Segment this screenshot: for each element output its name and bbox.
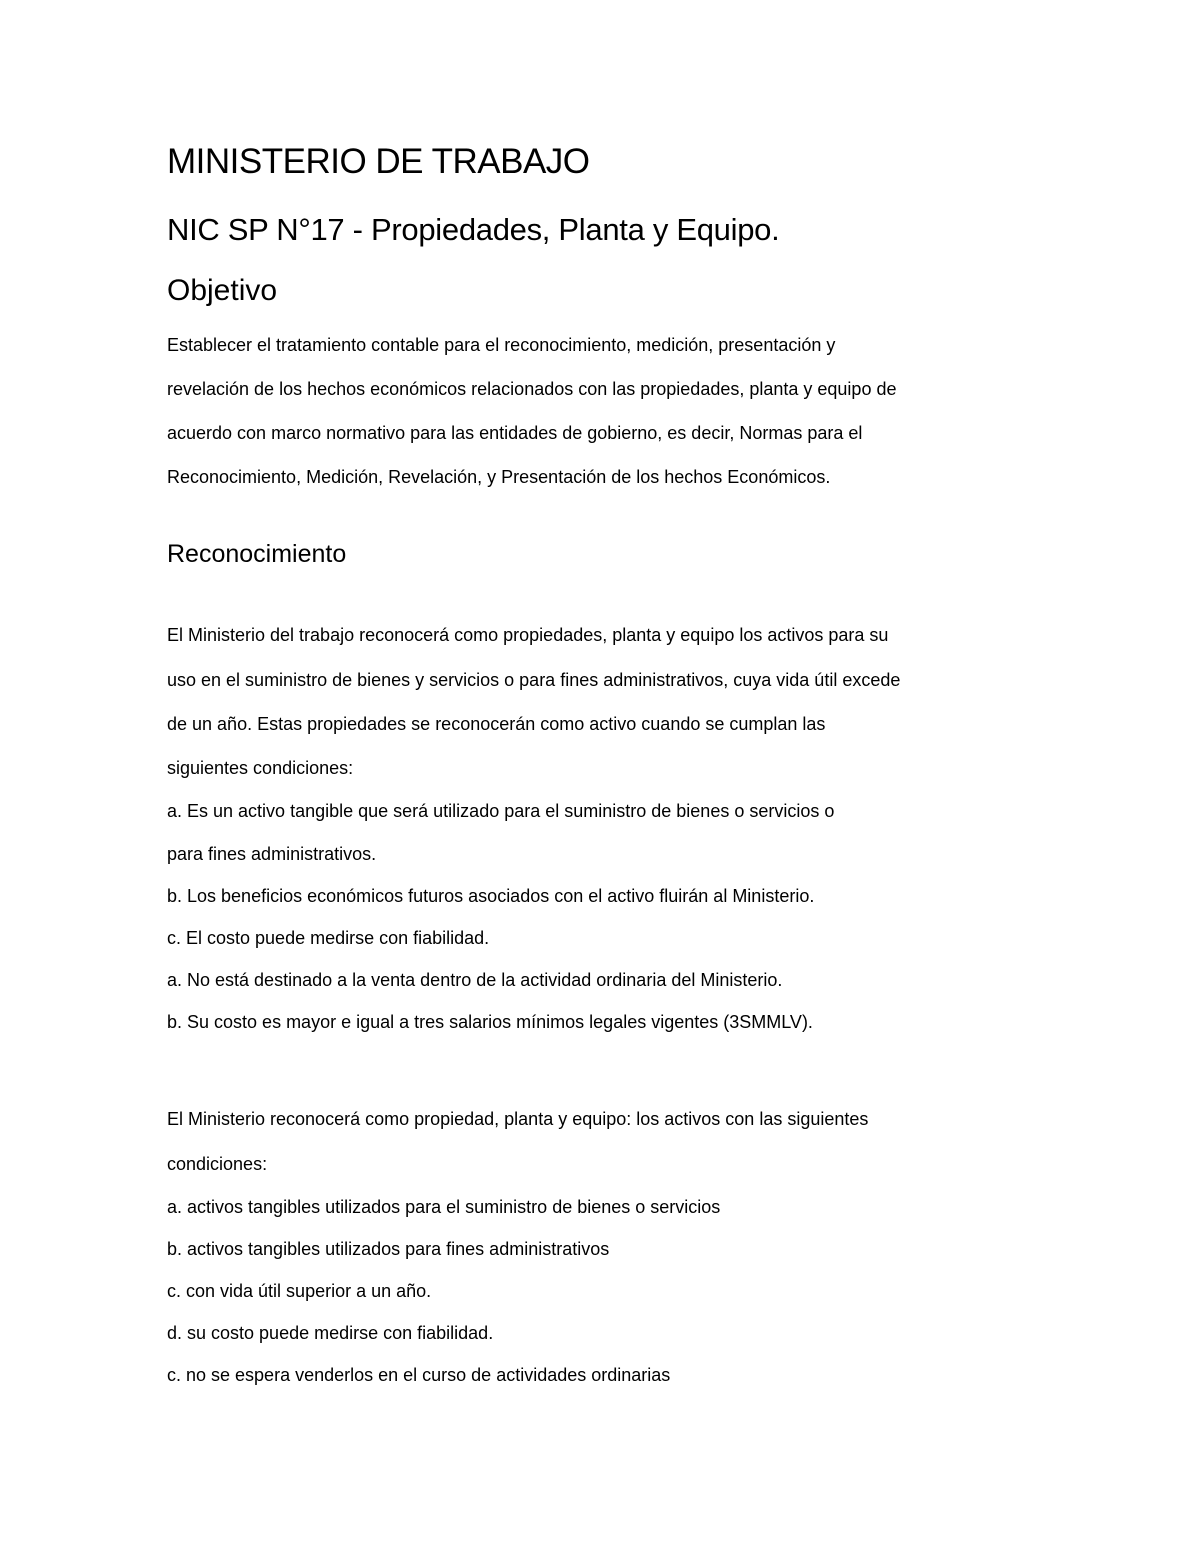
reconocimiento-paragraph2-line: El Ministerio reconocerá como propiedad, planta y equipo: los activos con las siguientes [167, 1109, 869, 1129]
condition-item: b. Los beneficios económicos futuros asociados con el activo fluirán al Ministerio. [167, 886, 815, 906]
condition-item: c. con vida útil superior a un año. [167, 1281, 432, 1301]
condition-item: b. Su costo es mayor e igual a tres salarios mínimos legales vigentes (3SMMLV). [167, 1012, 813, 1032]
section-heading-objetivo: Objetivo [167, 274, 278, 307]
condition-item: para fines administrativos. [167, 844, 377, 864]
reconocimiento-paragraph-line: El Ministerio del trabajo reconocerá como propiedades, planta y equipo los activos para su [167, 625, 889, 645]
objetivo-line: revelación de los hechos económicos relacionados con las propiedades, planta y equipo de [167, 379, 897, 399]
condition-item: a. Es un activo tangible que será utilizado para el suministro de bienes o servicios o [167, 801, 835, 821]
objetivo-line: acuerdo con marco normativo para las entidades de gobierno, es decir, Normas para el [167, 423, 863, 443]
document-title: MINISTERIO DE TRABAJO [167, 142, 590, 181]
condition-item: a. No está destinado a la venta dentro de la actividad ordinaria del Ministerio. [167, 970, 783, 990]
condition-item: b. activos tangibles utilizados para fines administrativos [167, 1239, 610, 1259]
condition-item: a. activos tangibles utilizados para el suministro de bienes o servicios [167, 1197, 721, 1217]
reconocimiento-paragraph2-line: condiciones: [167, 1154, 268, 1174]
condition-item: c. El costo puede medirse con fiabilidad. [167, 928, 490, 948]
condition-item: d. su costo puede medirse con fiabilidad. [167, 1323, 494, 1343]
reconocimiento-paragraph-line: uso en el suministro de bienes y servicios o para fines administrativos, cuya vida útil excede [167, 670, 901, 690]
condition-item: c. no se espera venderlos en el curso de actividades ordinarias [167, 1365, 671, 1385]
objetivo-line: Establecer el tratamiento contable para el reconocimiento, medición, presentación y [167, 335, 836, 355]
reconocimiento-paragraph-line: de un año. Estas propiedades se reconocerán como activo cuando se cumplan las [167, 714, 826, 734]
document-subtitle: NIC SP N°17 - Propiedades, Planta y Equipo. [167, 212, 780, 247]
objetivo-line: Reconocimiento, Medición, Revelación, y Presentación de los hechos Económicos. [167, 467, 831, 487]
reconocimiento-paragraph-line: siguientes condiciones: [167, 758, 354, 778]
section-heading-reconocimiento: Reconocimiento [167, 540, 347, 568]
